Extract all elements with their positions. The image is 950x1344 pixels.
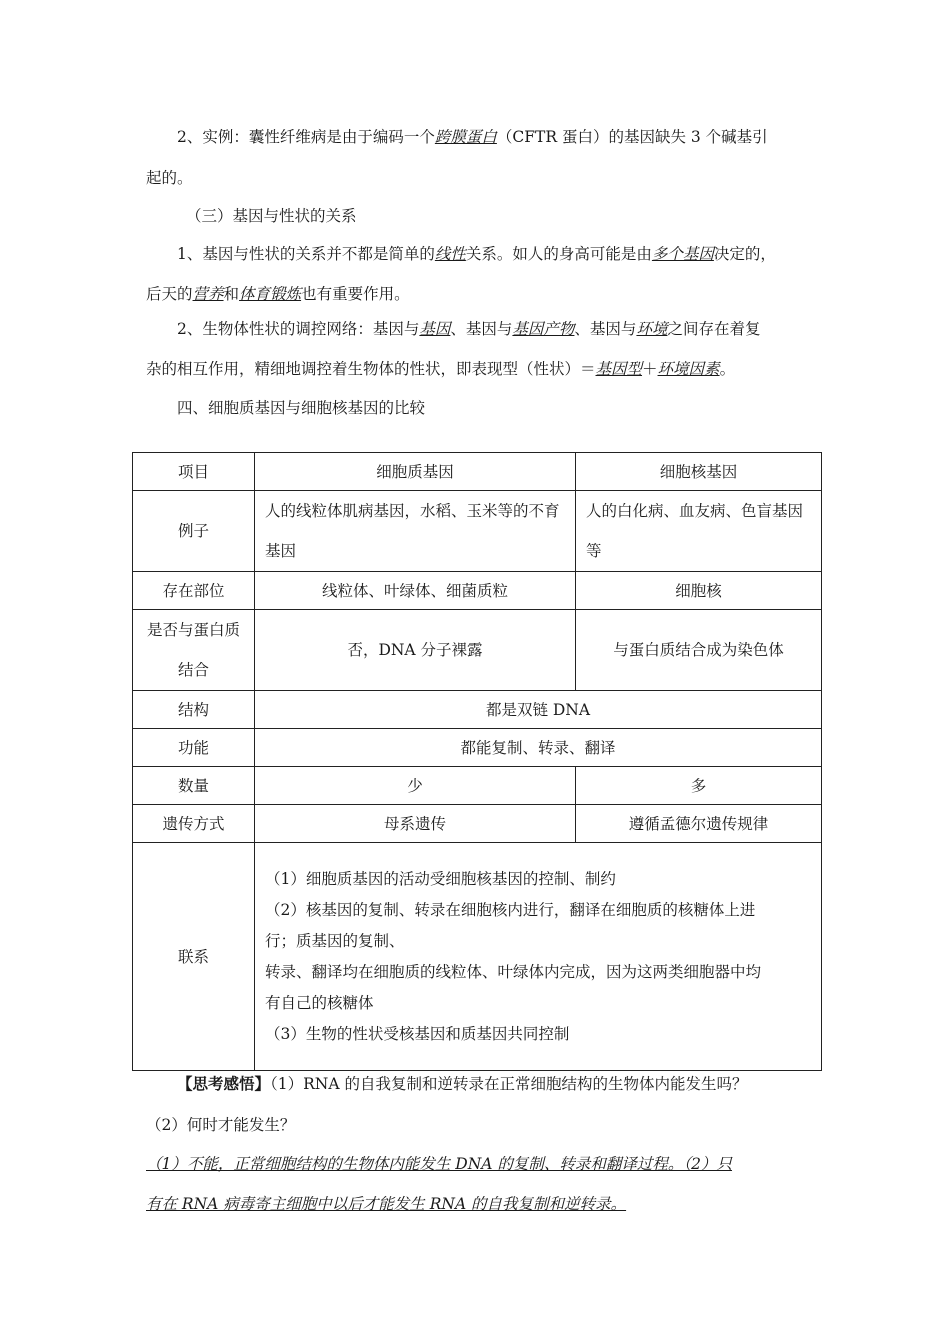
underlined-term: 跨膜蛋白 (434, 128, 497, 146)
table-row (133, 610, 822, 691)
row-label: 联系 (133, 843, 255, 1071)
think-answer-line2 (146, 1193, 626, 1215)
row-label: 数量 (133, 767, 255, 805)
underlined-term: 环境 (636, 320, 668, 338)
table-cell: 遵循孟德尔遗传规律 (576, 805, 822, 843)
table-cell: 多 (576, 767, 822, 805)
answer-text: 有在 RNA 病毒寄主细胞中以后才能发生 RNA 的自我复制和逆转录。 (146, 1195, 627, 1213)
text: 、基因与 (574, 320, 637, 338)
table-cell: 人的线粒体肌病基因，水稻、玉米等的不育基因 (255, 491, 576, 572)
underlined-term: 环境因素 (657, 360, 720, 378)
text: 也有重要作用。 (301, 285, 410, 303)
text: 杂的相互作用，精细地调控着生物体的性状，即表现型（性状）＝ (146, 360, 596, 378)
underlined-term: 线性 (434, 245, 466, 263)
underlined-term: 体育锻炼 (239, 285, 302, 303)
text: 2、生物体性状的调控网络：基因与 (177, 320, 420, 338)
underlined-term: 多个基因 (651, 245, 714, 263)
table-row (133, 572, 822, 610)
text: 后天的 (146, 285, 193, 303)
table-row (133, 805, 822, 843)
table-cell: 都是双链 DNA (255, 691, 822, 729)
text: 和 (223, 285, 240, 303)
paragraph-gene-trait-line2 (146, 283, 410, 305)
row-label: 功能 (133, 729, 255, 767)
underlined-term: 基因产物 (512, 320, 575, 338)
text: 1、基因与性状的关系并不都是简单的 (177, 245, 435, 263)
header-cell: 细胞质基因 (255, 453, 576, 491)
paragraph-example-line2 (146, 167, 193, 189)
text: （1）RNA 的自我复制和逆转录在正常细胞结构的生物体内能发生吗？ (270, 1075, 748, 1093)
row-label: 遗传方式 (133, 805, 255, 843)
relation-line: （1）细胞质基因的活动受细胞核基因的控制、制约 (265, 870, 616, 888)
row-label: 是否与蛋白质结合 (133, 610, 255, 691)
paragraph-network-line1 (177, 318, 760, 340)
header-cell: 项目 (133, 453, 255, 491)
table-cell: 与蛋白质结合成为染色体 (576, 610, 822, 691)
table-cell: 都能复制、转录、翻译 (255, 729, 822, 767)
table-row (133, 729, 822, 767)
paragraph-gene-trait-line1 (177, 243, 776, 265)
text: 决定的， (713, 245, 776, 263)
paragraph-example-line1 (177, 126, 768, 148)
underlined-term: 基因 (419, 320, 451, 338)
relation-line: 转录、翻译均在细胞质的线粒体、叶绿体内完成，因为这两类细胞器中均 (265, 963, 762, 981)
think-question-line2: （2）何时才能发生？ (146, 1116, 296, 1134)
paragraph-network-line2 (146, 358, 735, 380)
think-label: 【思考感悟】 (177, 1074, 271, 1093)
text: 2、实例：囊性纤维病是由于编码一个 (177, 128, 435, 146)
table-cell: 少 (255, 767, 576, 805)
relation-line: 行；质基因的复制、 (265, 932, 405, 950)
text: 起的。 (146, 169, 193, 187)
think-question-line1 (177, 1073, 747, 1095)
table-row (133, 843, 822, 1071)
relation-line: （3）生物的性状受核基因和质基因共同控制 (265, 1025, 570, 1043)
relation-line: （2）核基因的复制、转录在细胞核内进行，翻译在细胞质的核糖体上进 (265, 901, 756, 919)
table-row (133, 767, 822, 805)
section-heading-3: （三）基因与性状的关系 (186, 207, 357, 225)
table-cell: 母系遗传 (255, 805, 576, 843)
text: （CFTR 蛋白）的基因缺失 3 个碱基引 (496, 128, 768, 146)
table-row (133, 491, 822, 572)
think-answer-line1 (146, 1153, 732, 1175)
answer-text: （1）不能，正常细胞结构的生物体内能发生 DNA 的复制、转录和翻译过程。（2）只 (146, 1155, 733, 1173)
row-label: 存在部位 (133, 572, 255, 610)
table-cell: 否，DNA 分子裸露 (255, 610, 576, 691)
header-cell: 细胞核基因 (576, 453, 822, 491)
section-heading-4: 四、细胞质基因与细胞核基因的比较 (177, 399, 426, 417)
table-cell: 线粒体、叶绿体、细菌质粒 (255, 572, 576, 610)
text: 之间存在着复 (667, 320, 761, 338)
underlined-term: 营养 (192, 285, 224, 303)
table-row (133, 691, 822, 729)
row-label: 例子 (133, 491, 255, 572)
table-cell: 人的白化病、血友病、色盲基因等 (576, 491, 822, 572)
underlined-term: 基因型 (595, 360, 643, 378)
table-cell: 细胞核 (576, 572, 822, 610)
text: 、基因与 (450, 320, 513, 338)
relation-cell (255, 843, 822, 1071)
table-row (133, 453, 822, 491)
relation-line: 有自己的核糖体 (265, 994, 374, 1012)
text: ＋ (642, 360, 658, 378)
row-label: 结构 (133, 691, 255, 729)
comparison-table (132, 452, 822, 1071)
text: 关系。如人的身高可能是由 (465, 245, 652, 263)
text: 。 (719, 360, 736, 378)
